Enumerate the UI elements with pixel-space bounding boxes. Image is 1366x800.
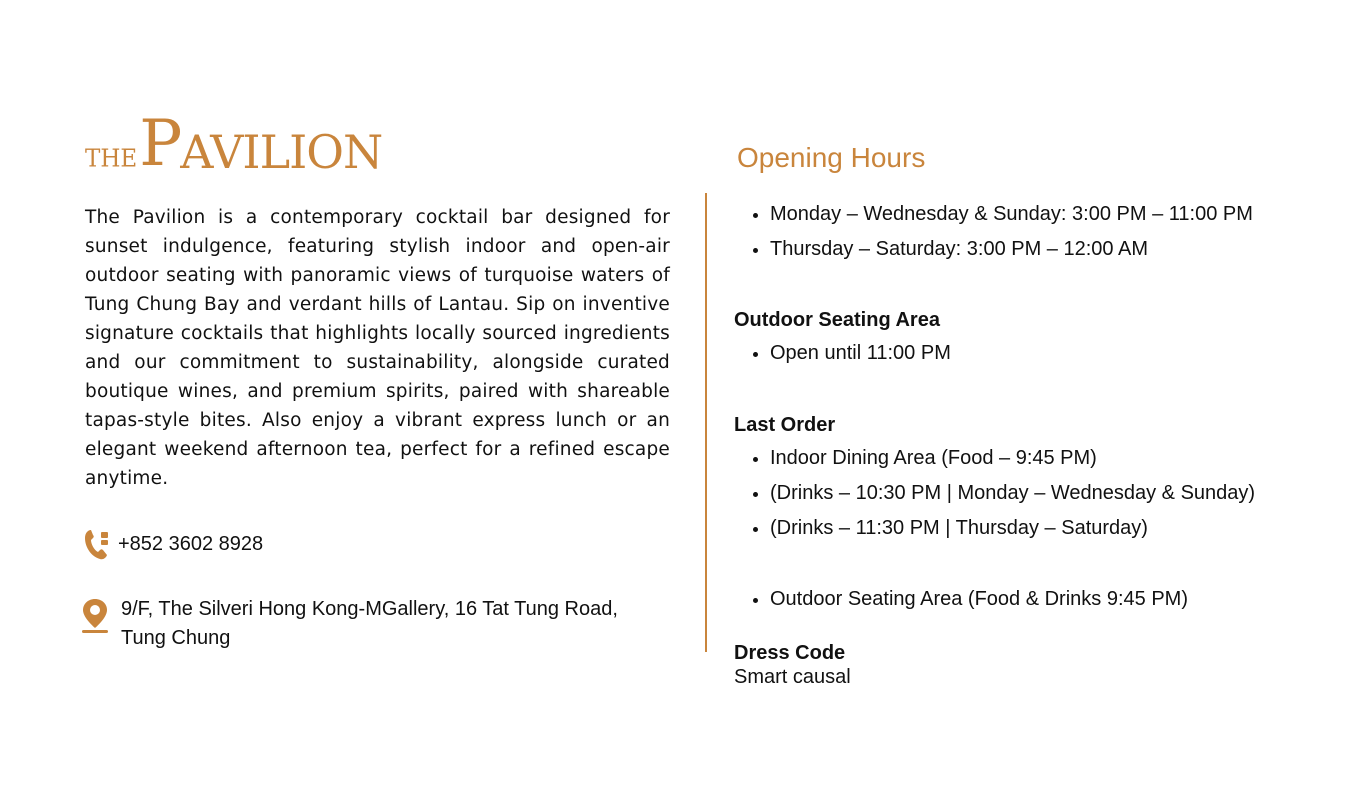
phone-icon [83,527,111,561]
last-order-list [734,441,1255,546]
last-order-heading: Last Order [734,414,836,436]
list-item: (Drinks – 11:30 PM | Thursday – Saturday) [734,511,1255,546]
opening-hours-block [734,197,1253,267]
opening-hours-list [734,197,1253,267]
list-item: (Drinks – 10:30 PM | Monday – Wednesday & Sunday) [734,476,1255,511]
vertical-divider [705,193,707,652]
list-item: Thursday – Saturday: 3:00 PM – 12:00 AM [734,232,1253,267]
address [121,595,641,653]
dress-code-heading: Dress Code [734,642,846,664]
list-item: Indoor Dining Area (Food – 9:45 PM) [734,441,1255,476]
brand-logo [85,106,383,181]
last-order-block [734,412,1255,546]
address-line-2: Tung Chung [121,627,231,649]
list-item: Open until 11:00 PM [734,336,951,371]
list-item: Monday – Wednesday & Sunday: 3:00 PM – 11:00 PM [734,197,1253,232]
last-order-outdoor-block [734,582,1188,617]
location-pin-icon [80,597,110,635]
outdoor-seating-list [734,336,951,371]
dress-code-value: Smart causal [734,666,851,688]
outdoor-seating-heading: Outdoor Seating Area [734,309,940,331]
logo-rest: AVILION [180,125,383,179]
address-row [80,597,641,653]
opening-hours-title: Opening Hours [737,142,926,173]
logo-the: THE [85,145,138,173]
phone-row[interactable] [83,527,263,561]
dress-code-block [734,640,851,690]
outdoor-seating-block [734,307,951,371]
list-item: Outdoor Seating Area (Food & Drinks 9:45 PM) [734,582,1188,617]
last-order-outdoor-list [734,582,1188,617]
intro-paragraph: The Pavilion is a contemporary cocktail bar designed for sunset indulgence, featuring stylish indoor and open-air outdoor seating with panoramic views of turquoise waters of Tung Chung Bay and verdant hills of Lantau. Sip on inventive signature cocktails that highlights locally sourced ingredients and our commitment to sustainability, alongside curated boutique wines, and premium spirits, paired with shareable tapas-style bites. Also enjoy a vibrant express lunch or an elegant weekend afternoon tea, perfect for a refined escape anytime. [85,207,670,489]
logo-p: P [139,107,183,181]
phone-number[interactable]: +852 3602 8928 [118,533,264,555]
address-line-1: 9/F, The Silveri Hong Kong-MGallery, 16 Tat Tung Road, [121,598,618,620]
